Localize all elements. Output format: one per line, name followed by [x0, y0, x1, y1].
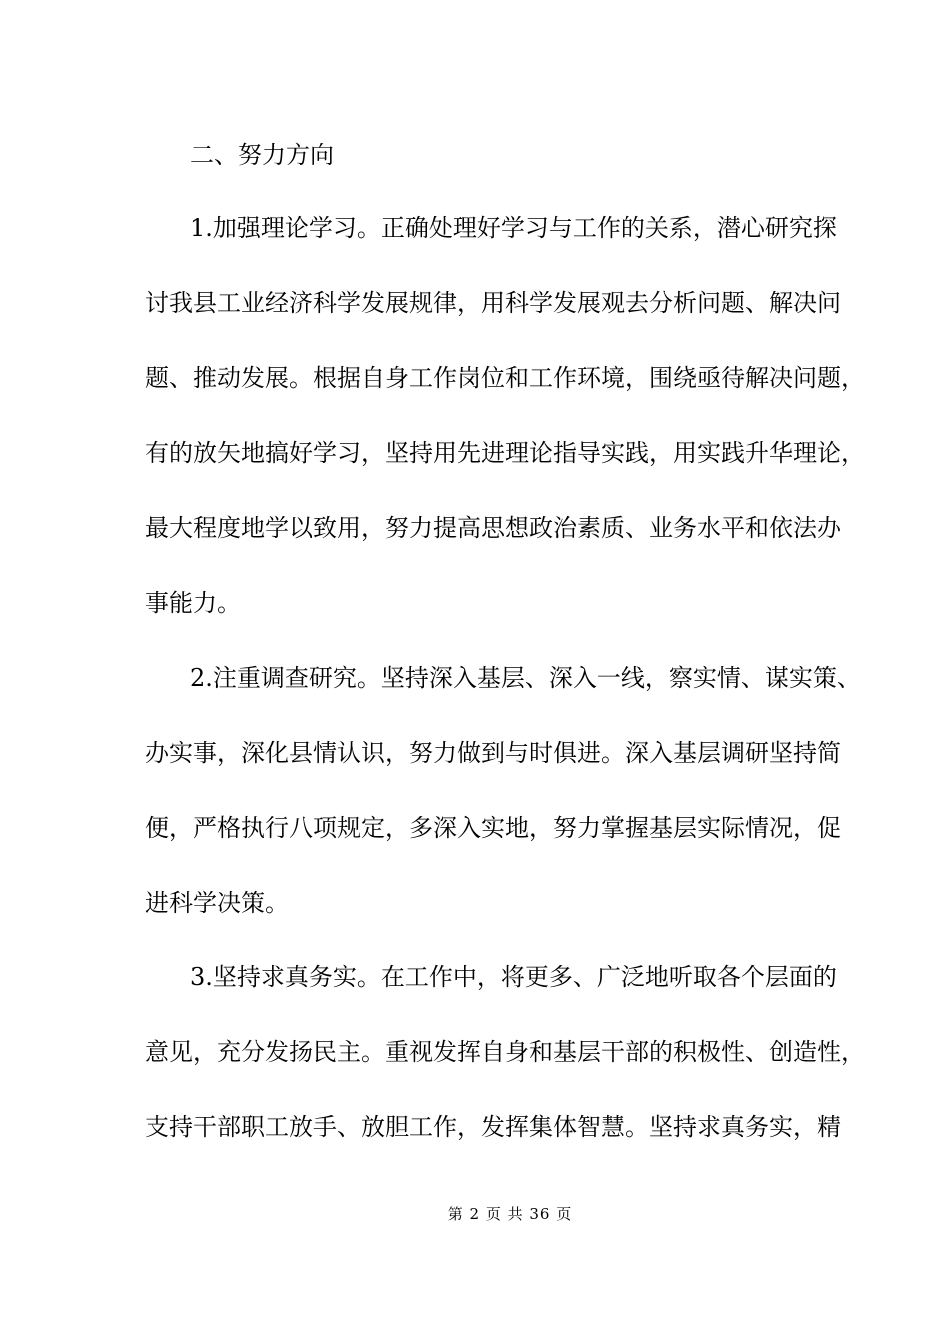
page-footer: 第 2 页 共 36 页: [447, 1205, 573, 1223]
paragraph-line: 办实事，深化县情认识，努力做到与时俱进。深入基层调研坚持简: [145, 739, 841, 767]
paragraph-line: 便，严格执行八项规定，多深入实地，努力掌握基层实际情况，促: [145, 814, 841, 842]
paragraph-line: 题、推动发展。根据自身工作岗位和工作环境，围绕亟待解决问题，: [145, 364, 865, 392]
paragraph-line: 进科学决策。: [145, 889, 289, 917]
paragraph-line: 2.注重调查研究。坚持深入基层、深入一线，察实情、谋实策、: [190, 664, 861, 692]
paragraph-line: 事能力。: [145, 589, 241, 617]
paragraph-line: 1.加强理论学习。正确处理好学习与工作的关系，潜心研究探: [190, 214, 837, 242]
paragraph-line: 讨我县工业经济科学发展规律，用科学发展观去分析问题、解决问: [145, 289, 841, 317]
paragraph-line: 意见，充分发扬民主。重视发挥自身和基层干部的积极性、创造性，: [145, 1038, 865, 1066]
section-heading: 二、努力方向: [190, 141, 334, 169]
paragraph-line: 支持干部职工放手、放胆工作，发挥集体智慧。坚持求真务实，精: [145, 1113, 841, 1141]
paragraph-line: 最大程度地学以致用，努力提高思想政治素质、业务水平和依法办: [145, 514, 841, 542]
paragraph-line: 3.坚持求真务实。在工作中，将更多、广泛地听取各个层面的: [190, 963, 837, 991]
paragraph-line: 有的放矢地搞好学习，坚持用先进理论指导实践，用实践升华理论，: [145, 439, 865, 467]
